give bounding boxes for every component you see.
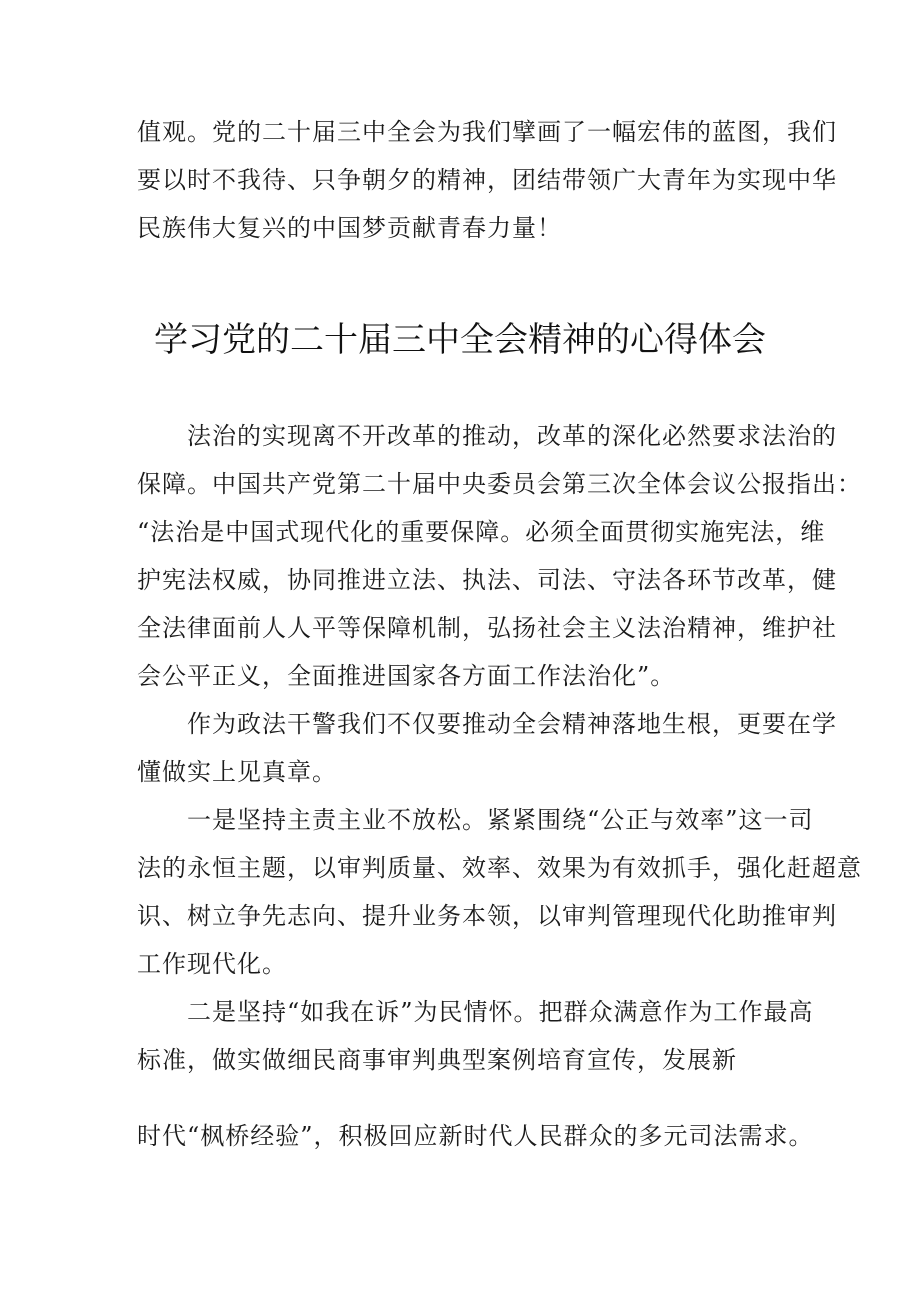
text-line: 法治的实现离不开改革的推动，改革的深化必然要求法治的 <box>137 422 837 450</box>
text-line: 全法律面前人人平等保障机制，弘扬社会主义法治精神，维护社 <box>137 614 837 642</box>
text-line: 工作现代化。 <box>137 950 287 978</box>
text-line: 识、树立争先志向、提升业务本领，以审判管理现代化助推审判 <box>137 902 837 930</box>
text-line: 时代“枫桥经验”，积极回应新时代人民群众的多元司法需求。 <box>137 1122 814 1150</box>
text-line: 值观。党的二十届三中全会为我们擘画了一幅宏伟的蓝图，我们 <box>137 118 837 146</box>
text-line: 护宪法权威，协同推进立法、执法、司法、守法各环节改革，健 <box>137 566 837 594</box>
text-line: 要以时不我待、只争朝夕的精神，团结带领广大青年为实现中华 <box>137 166 837 194</box>
text-line: 法的永恒主题，以审判质量、效率、效果为有效抓手，强化赶超意 <box>137 854 862 882</box>
text-line: 一是坚持主责主业不放松。紧紧围绕“公正与效率”这一司 <box>137 806 814 834</box>
text-line: 二是坚持“如我在诉”为民情怀。把群众满意作为工作最高 <box>137 998 814 1026</box>
text-line: 标准，做实做细民商事审判典型案例培育宣传，发展新 <box>137 1046 737 1074</box>
text-line: 保障。中国共产党第二十届中央委员会第三次全体会议公报指出： <box>137 470 862 498</box>
text-line: 懂做实上见真章。 <box>137 758 337 786</box>
text-line: 民族伟大复兴的中国梦贡献青春力量！ <box>137 214 562 242</box>
text-line: 作为政法干警我们不仅要推动全会精神落地生根，更要在学 <box>137 710 837 738</box>
article-title: 学习党的二十届三中全会精神的心得体会 <box>154 320 766 360</box>
text-line: “法治是中国式现代化的重要保障。必须全面贯彻实施宪法，维 <box>137 518 826 546</box>
text-line: 会公平正义，全面推进国家各方面工作法治化”。 <box>137 662 676 690</box>
